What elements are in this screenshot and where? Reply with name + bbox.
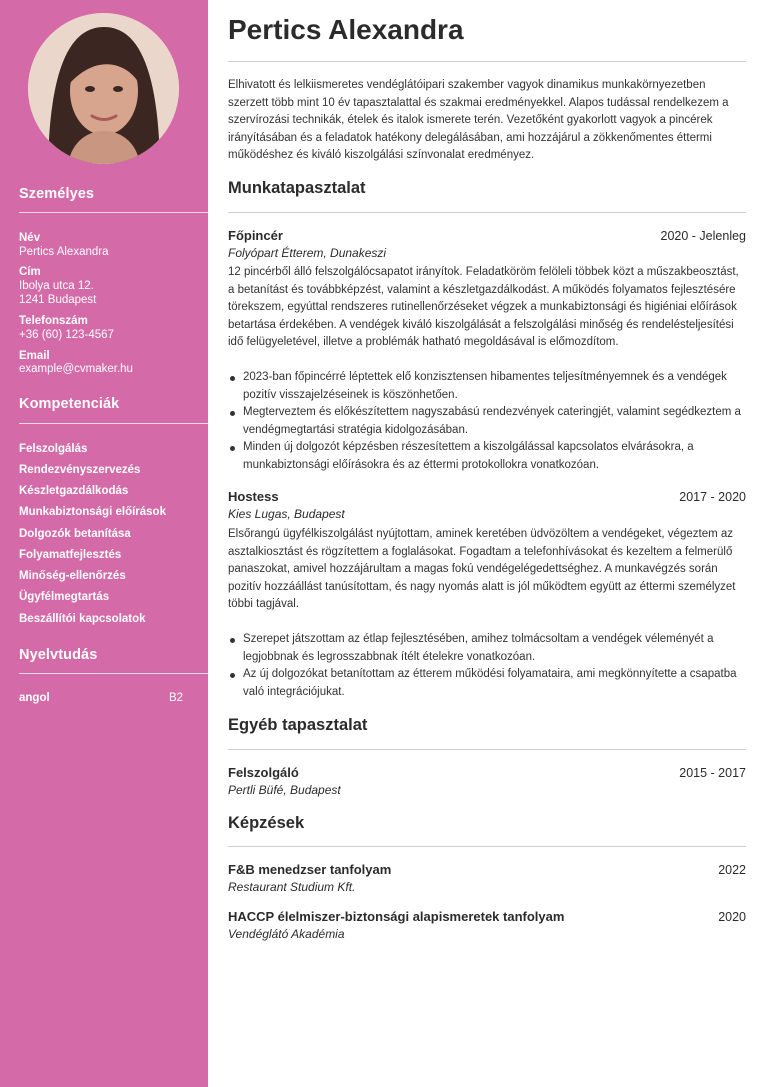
job-date: 2017 - 2020 xyxy=(679,490,746,504)
sidebar xyxy=(0,0,208,1087)
profile-photo xyxy=(28,13,179,164)
skill-item: Rendezvényszervezés xyxy=(19,464,141,476)
job-date: 2020 - Jelenleg xyxy=(660,229,746,243)
title-divider xyxy=(228,61,746,62)
address-line2: 1241 Budapest xyxy=(19,294,97,306)
list-item: 2023-ban főpincérré léptettek elő konzisztensen hibamentes teljesítményemnek és a vendégek pozitív visszajelzéseinek is köszönhetően. xyxy=(228,369,746,404)
skill-item: Minőség-ellenőrzés xyxy=(19,570,126,582)
job-title: Főpincér xyxy=(228,228,283,243)
other-divider xyxy=(228,749,746,750)
course-title: F&B menedzser tanfolyam xyxy=(228,862,392,877)
language-name: angol xyxy=(19,692,50,704)
skill-item: Készletgazdálkodás xyxy=(19,485,129,497)
course-org: Vendéglátó Akadémia xyxy=(228,927,345,941)
skill-item: Munkabiztonsági előírások xyxy=(19,506,166,518)
job-date: 2015 - 2017 xyxy=(679,766,746,780)
job-achievements xyxy=(228,631,746,701)
job-description: 12 pincérből álló felszolgálócsapatot irányítok. Feladatköröm felöleli többek közt a műszakbeosztást, a betanítást és továbbképzést, valamint a készletgazdálkodást. A működés folyamatos fejlesztésére törekszem, egyúttal rendszeres rutinellenőrzéseket végzek a munkabiztonsági és higiéniai előírások betartása érdekében. A vendégek kiváló kiszolgálását a felszolgálási minőség és rendeléstelјesítési idő felügyeletével, illetve a problémák hatható megoldásával is előmozdítom. xyxy=(228,266,739,349)
work-divider xyxy=(228,212,746,213)
job-title: Hostess xyxy=(228,489,279,504)
profile-summary: Elhivatott és lelkiismeretes vendéglátóipari szakember vagyok dinamikus munkakörnyezetben szerzett több mint 10 év tapasztalattal és szakmai eredményekkel. Alapos tudással rendelkezem a szervírozási technikák, ételek és italok ismerete terén. Vezetőként gyakorlott vagyok a pincérek irányításában és a feladatok hatékony delegálásában, ami hozzájárul a zökkenőmentes éttermi működéshez és kiváló kiszolgálási színvonalat eredményez. xyxy=(228,79,729,162)
course-org: Restaurant Studium Kft. xyxy=(228,880,356,894)
course-date: 2022 xyxy=(718,863,746,877)
other-section-title: Egyéb tapasztalat xyxy=(228,716,368,734)
personal-section-title: Személyes xyxy=(19,186,95,202)
skill-item: Dolgozók betanítása xyxy=(19,528,131,540)
education-divider xyxy=(228,846,746,847)
job-company: Pertli Büfé, Budapest xyxy=(228,783,341,797)
phone-label: Telefonszám xyxy=(19,315,88,327)
skill-item: Beszállítói kapcsolatok xyxy=(19,613,146,625)
page-title: Pertics Alexandra xyxy=(228,14,464,45)
personal-divider xyxy=(19,212,208,213)
email-label: Email xyxy=(19,350,50,362)
education-section-title: Képzések xyxy=(228,814,305,832)
email-value: example@cvmaker.hu xyxy=(19,363,133,375)
skill-item: Felszolgálás xyxy=(19,443,88,455)
language-level: B2 xyxy=(169,692,184,704)
list-item: Az új dolgozókat betanítottam az étterem működési folyamataira, ami megkönnyítette a csapatba való integrációjukat. xyxy=(228,666,746,701)
name-label: Név xyxy=(19,232,41,244)
list-item: Szerepet játszottam az étlap fejlesztésében, amihez tolmácsoltam a vendégek véleményét a legjobbnak és legrosszabbnak ítélt ételekre vonatkozóan. xyxy=(228,631,746,666)
job-company: Folyópart Étterem, Dunakeszi xyxy=(228,246,387,260)
avatar-portrait xyxy=(28,13,179,164)
skills-divider xyxy=(19,423,208,424)
job-achievements xyxy=(228,369,746,475)
job-title: Felszolgáló xyxy=(228,765,299,780)
skill-item: Ügyfélmegtartás xyxy=(19,591,110,603)
address-line1: Ibolya utca 12. xyxy=(19,280,94,292)
skill-item: Folyamatfejlesztés xyxy=(19,549,122,561)
job-company: Kies Lugas, Budapest xyxy=(228,507,345,521)
phone-value: +36 (60) 123-4567 xyxy=(19,329,114,341)
address-label: Cím xyxy=(19,266,41,278)
course-title: HACCP élelmiszer-biztonsági alapismeretek tanfolyam xyxy=(228,909,565,924)
languages-section-title: Nyelvtudás xyxy=(19,647,98,663)
list-item: Megterveztem és előkészítettem nagyszabású rendezvények cateringjét, valamint segédkeztem a vendégmegtartási stratégia kidolgozásában. xyxy=(228,404,746,439)
course-date: 2020 xyxy=(718,910,746,924)
work-section-title: Munkatapasztalat xyxy=(228,179,366,197)
job-description: Elsőrangú ügyfélkiszolgálást nyújtottam, aminek keretében üdvözöltem a vendégeket, végeztem az asztalkiosztást és rögzítettem a foglalásokat. Fogadtam a telefonhívásokat és kezeltem a felmerülő panaszokat, amivel hozzájárultam a magas fokú vendégelégedettséghez. A munkavégzés során pozitív hozzáállást tanúsítottam, és nagy nyomás alatt is jól működtem együtt az éttermi személyzet többi tagjával. xyxy=(228,528,736,611)
list-item: Minden új dolgozót képzésben részesítettem a kiszolgálással kapcsolatos elvárásokra, a munkabiztonsági előírásokra és az éttermi protokollokra vonatkozóan. xyxy=(228,439,746,474)
skills-section-title: Kompetenciák xyxy=(19,396,120,412)
name-value: Pertics Alexandra xyxy=(19,246,109,258)
languages-divider xyxy=(19,673,208,674)
